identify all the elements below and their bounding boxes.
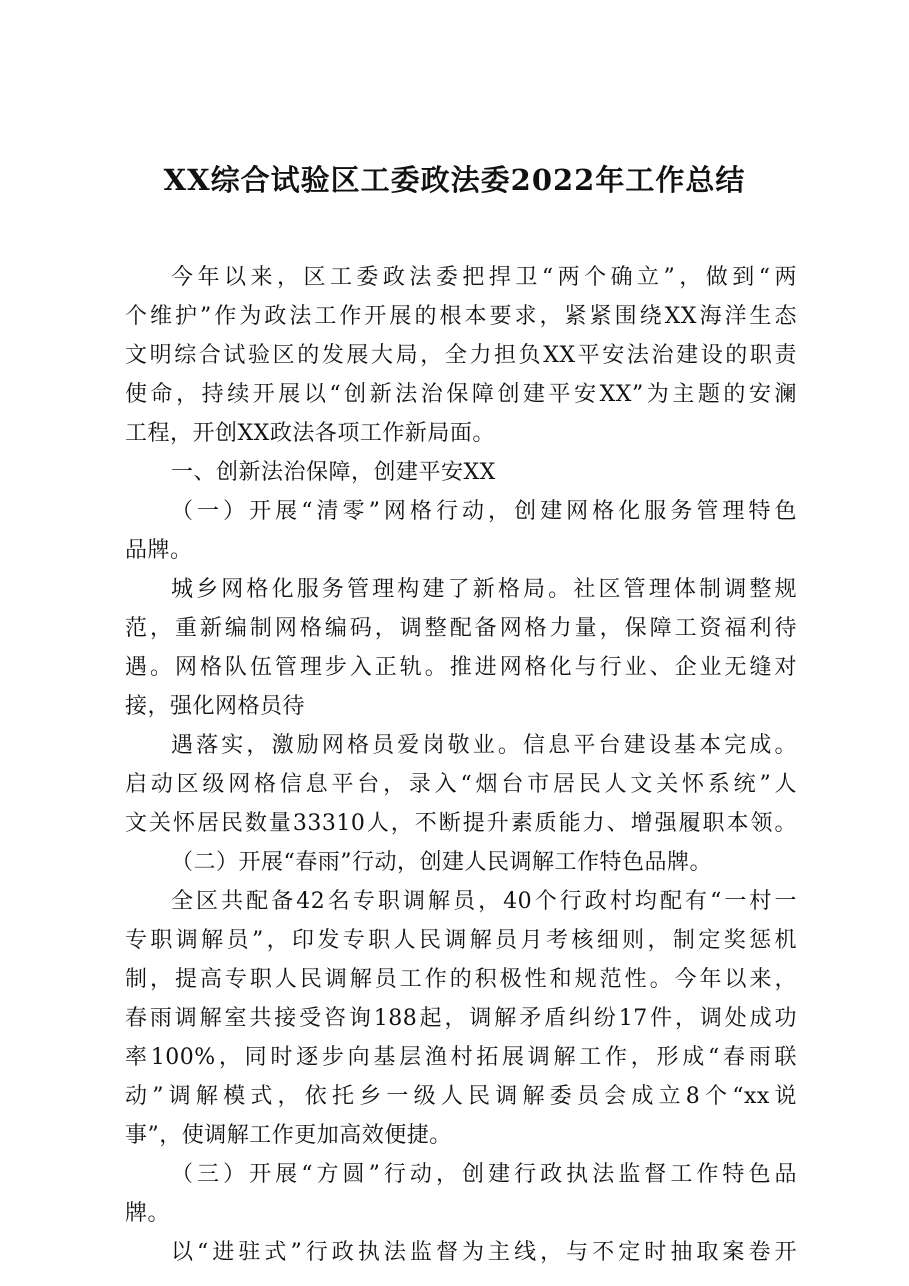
text-line: （二）开展“春雨”行动，创建人民调解工作特色品牌。 [171, 850, 712, 875]
text-line: 工程，开创XX政法各项工作新局面。 [125, 421, 495, 446]
text-line: 事”，使调解工作更加高效便捷。 [125, 1123, 452, 1148]
text-line: 使命，持续开展以“创新法治保障创建平安XX”为主题的安澜 [125, 382, 797, 407]
text-line: 遇落实，激励网格员爱岗敬业。信息平台建设基本完成。 [171, 733, 797, 758]
text-line: 启动区级网格信息平台，录入“烟台市居民人文关怀系统”人 [125, 772, 797, 797]
text-line: 品牌。 [125, 538, 193, 563]
document-title: XX综合试验区工委政法委2022年工作总结 [163, 163, 746, 197]
text-line: 文关怀居民数量33310人，不断提升素质能力、增强履职本领。 [125, 811, 797, 836]
text-line: 以“进驻式”行政执法监督为主线，与不定时抽取案卷开 [171, 1240, 797, 1265]
text-line: 率100%，同时逐步向基层渔村拓展调解工作，形成“春雨联 [125, 1045, 797, 1070]
text-line: 接，强化网格员待 [125, 694, 306, 719]
text-line: 城乡网格化服务管理构建了新格局。社区管理体制调整规 [171, 577, 797, 602]
text-line: 全区共配备42名专职调解员，40个行政村均配有“一村一 [171, 889, 797, 914]
document-body [125, 258, 797, 1272]
text-line: 一、创新法治保障，创建平安XX [171, 460, 496, 485]
text-line: 春雨调解室共接受咨询188起，调解矛盾纠纷17件，调处成功 [125, 1006, 797, 1031]
text-line: 范，重新编制网格编码，调整配备网格力量，保障工资福利待 [125, 616, 797, 641]
text-line: 今年以来，区工委政法委把捍卫“两个确立”，做到“两 [171, 265, 797, 290]
text-line: （三）开展“方圆”行动，创建行政执法监督工作特色品 [171, 1162, 797, 1187]
text-line: 动”调解模式，依托乡一级人民调解委员会成立8个“xx说 [125, 1084, 797, 1109]
text-line: （一）开展“清零”网格行动，创建网格化服务管理特色 [171, 499, 797, 524]
text-line: 遇。网格队伍管理步入正轨。推进网格化与行业、企业无缝对 [125, 655, 797, 680]
text-line: 制，提高专职人民调解员工作的积极性和规范性。今年以来， [125, 967, 797, 992]
text-line: 牌。 [125, 1201, 171, 1226]
text-line: 文明综合试验区的发展大局，全力担负XX平安法治建设的职责 [125, 343, 797, 368]
text-line: 个维护”作为政法工作开展的根本要求，紧紧围绕XX海洋生态 [125, 304, 797, 329]
text-line: 专职调解员”，印发专职人民调解员月考核细则，制定奖惩机 [125, 928, 797, 953]
